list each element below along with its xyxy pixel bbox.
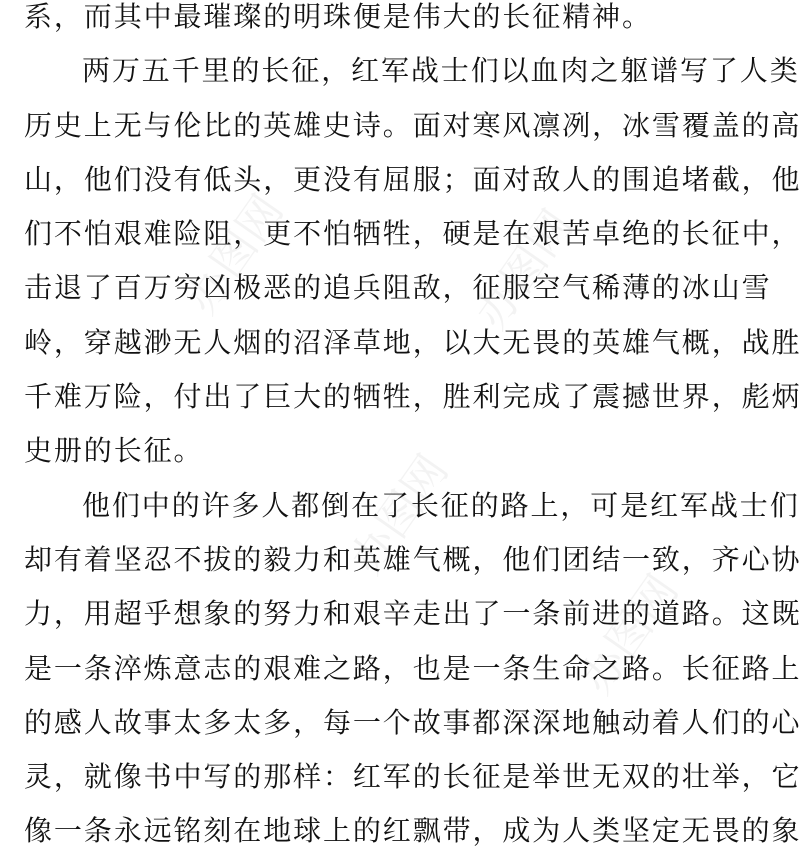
text-line: 是一条淬炼意志的艰难之路，也是一条生命之路。长征路上 [24,651,801,685]
watermark: 办图网 [465,200,584,339]
text-line: 千难万险，付出了巨大的牺牲，胜利完成了震撼世界，彪炳 [24,380,801,414]
text-line: 却有着坚忍不拔的毅力和英雄气概，他们团结一致，齐心协 [24,542,801,576]
text-line: 史册的长征。 [24,434,204,468]
paragraph-start-line: 两万五千里的长征，红军战士们以血肉之躯谱写了人类 [82,54,800,88]
text-line: 岭，穿越渺无人烟的沼泽草地，以大无畏的英雄气概，战胜 [24,325,801,359]
text-line: 像一条永远铭刻在地球上的红飘带，成为人类坚定无畏的象 [24,814,801,848]
paragraph-start-line: 他们中的许多人都倒在了长征的路上，可是红军战士们 [82,488,800,522]
text-line: 力，用超乎想象的努力和艰辛走出了一条前进的道路。这既 [24,597,801,631]
document-body [24,0,801,859]
text-line: 灵，就像书中写的那样：红军的长征是举世无双的壮举，它 [24,760,801,794]
text-line: 山，他们没有低头，更没有屈服；面对敌人的围追堵截，他 [24,162,801,196]
text-line: 们不怕艰难险阻，更不怕牺牲，硬是在艰苦卓绝的长征中， [24,217,801,251]
watermark: 办图网 [175,185,294,324]
watermark: 办图网 [340,445,459,584]
text-line: 历史上无与伦比的英雄史诗。面对寒风凛冽，冰雪覆盖的高 [24,108,801,142]
text-line: 的感人故事太多太多，每一个故事都深深地触动着人们的心 [24,705,801,739]
text-line: 系，而其中最璀璨的明珠便是伟大的长征精神。 [24,0,652,33]
watermark: 办图网 [570,565,689,704]
text-line: 击退了百万穷凶极恶的追兵阻敌，征服空气稀薄的冰山雪 [24,271,772,305]
